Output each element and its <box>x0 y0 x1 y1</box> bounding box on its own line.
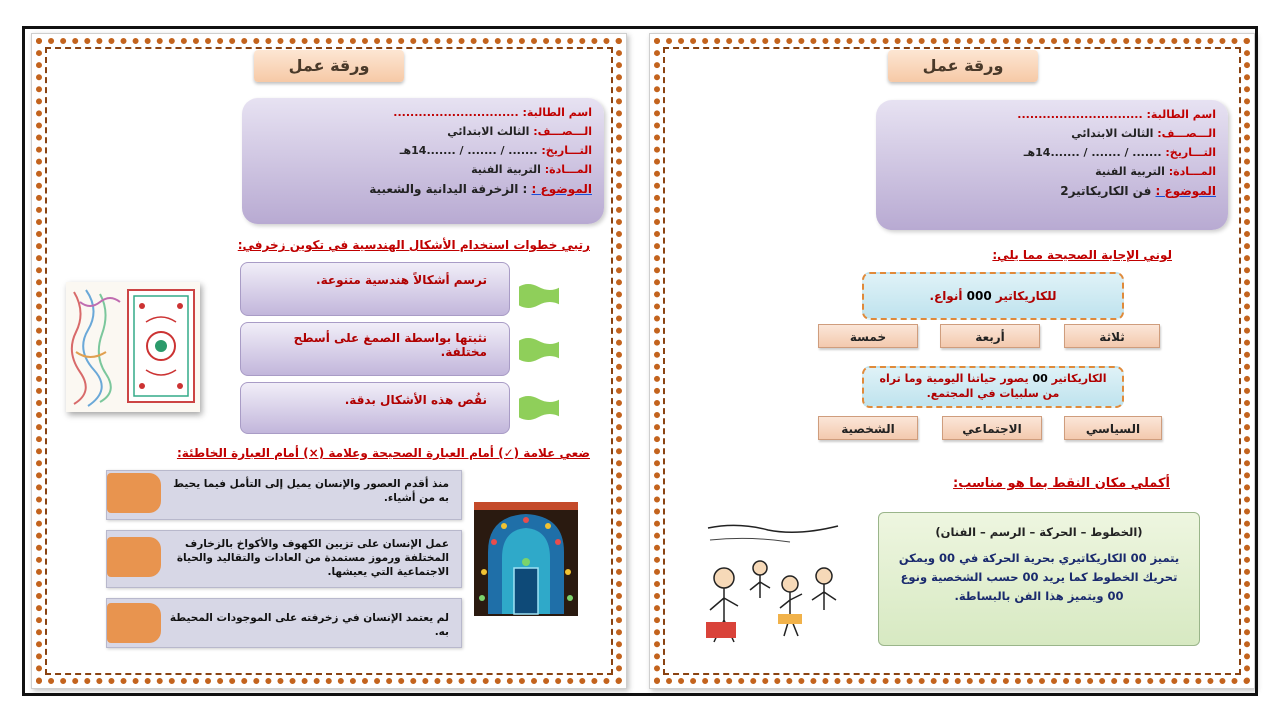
name-label: اسم الطالبة: <box>1146 108 1216 121</box>
date-field[interactable]: ....... / ....... / .......14هـ <box>1023 146 1162 159</box>
option-button[interactable]: ثلاثة <box>1064 324 1160 348</box>
answer-tag[interactable] <box>107 473 161 513</box>
true-false-heading: ضعي علامة (✓) أمام العبارة الصحيحة وعلامة (×) أمام العبارة الخاطئة: <box>176 446 590 460</box>
topic-label: الموضوع : <box>1155 184 1216 198</box>
decoration-sample-image <box>66 282 200 412</box>
decorated-arch-image <box>474 502 578 616</box>
grade-label: الـــصـــف: <box>1157 127 1216 140</box>
green-flag-icon <box>516 392 562 422</box>
green-flag-icon <box>516 334 562 364</box>
answer-tag[interactable] <box>107 537 161 577</box>
option-button[interactable]: أربعة <box>940 324 1040 348</box>
multiple-choice-heading: لوني الإجابة الصحيحة مما يلي: <box>992 248 1172 262</box>
option-button[interactable]: خمسة <box>818 324 918 348</box>
name-field[interactable]: .............................. <box>1017 108 1143 121</box>
grade-value: الثالث الابتدائي <box>1071 127 1154 140</box>
subject-label: المـــادة: <box>1168 165 1216 178</box>
right-page <box>649 33 1255 689</box>
worksheet-spread <box>22 26 1258 696</box>
step-box[interactable]: نثبتها بواسطة الصمغ على أسطح مختلفة. <box>240 322 510 376</box>
fill-blanks-text: يتميز 00 الكاريكاتيري بحرية الحركة في 00 ويمكن تحريك الخطوط كما يريد 00 حسب الشخصية ونوع 00 ويتميز هذا الفن بالبساطة. <box>898 551 1180 603</box>
date-label: التـــاريخ: <box>541 144 592 157</box>
green-flag-icon <box>516 280 562 310</box>
question-box: للكاريكاتير 000 أنواع. <box>862 272 1124 320</box>
left-page <box>31 33 627 689</box>
statement-item[interactable]: منذ أقدم العصور والإنسان يميل إلى التأمل فيما يحيط به من أشياء. <box>106 470 462 520</box>
statement-item[interactable]: عمل الإنسان على تزيين الكهوف والأكواخ بالزخارف المختلفة ورموز مستمدة من العادات والتقاليد والحياة الاجتماعية التي يعيشها. <box>106 530 462 588</box>
name-field[interactable]: .............................. <box>393 106 519 119</box>
student-info-box <box>242 98 604 224</box>
topic-value: فن الكاريكاتير2 <box>1060 184 1152 198</box>
option-button[interactable]: الاجتماعي <box>942 416 1042 440</box>
grade-label: الـــصـــف: <box>533 125 592 138</box>
fill-blanks-heading: أكملي مكان النقط بما هو مناسب: <box>953 476 1170 491</box>
topic-label: الموضوع : <box>531 182 592 196</box>
grade-value: الثالث الابتدائي <box>447 125 530 138</box>
topic-value: : الزخرفة اليدانية والشعبية <box>369 182 528 196</box>
statement-item[interactable]: لم يعتمد الإنسان في زخرفته على الموجودات المحيطة به. <box>106 598 462 648</box>
word-bank: (الخطوط – الحركة – الرسم – الفنان) <box>935 525 1143 539</box>
option-button[interactable]: السياسي <box>1064 416 1162 440</box>
option-button[interactable]: الشخصية <box>818 416 918 440</box>
caricature-image <box>698 518 848 652</box>
subject-value: التربية الفنية <box>471 163 541 176</box>
answer-blank: 000 <box>966 289 992 303</box>
steps-heading: رتبي خطوات استخدام الأشكال الهندسية في تكوين زخرفي: <box>237 238 590 252</box>
subject-label: المـــادة: <box>544 163 592 176</box>
page-title: ورقة عمل <box>888 50 1038 82</box>
name-label: اسم الطالبة: <box>522 106 592 119</box>
question-box: الكاريكاتير 00 يصور حياتنا اليومية وما تراه من سلبيات في المجتمع. <box>862 366 1124 408</box>
page-title: ورقة عمل <box>254 50 404 82</box>
date-label: التـــاريخ: <box>1165 146 1216 159</box>
answer-tag[interactable] <box>107 603 161 643</box>
step-box[interactable]: ترسم أشكالاً هندسية متنوعة. <box>240 262 510 316</box>
date-field[interactable]: ....... / ....... / .......14هـ <box>399 144 538 157</box>
step-box[interactable]: نقُص هذه الأشكال بدقة. <box>240 382 510 434</box>
student-info-box <box>876 100 1228 230</box>
subject-value: التربية الفنية <box>1095 165 1165 178</box>
answer-blank: 00 <box>1032 372 1048 385</box>
fill-blanks-box <box>878 512 1200 646</box>
